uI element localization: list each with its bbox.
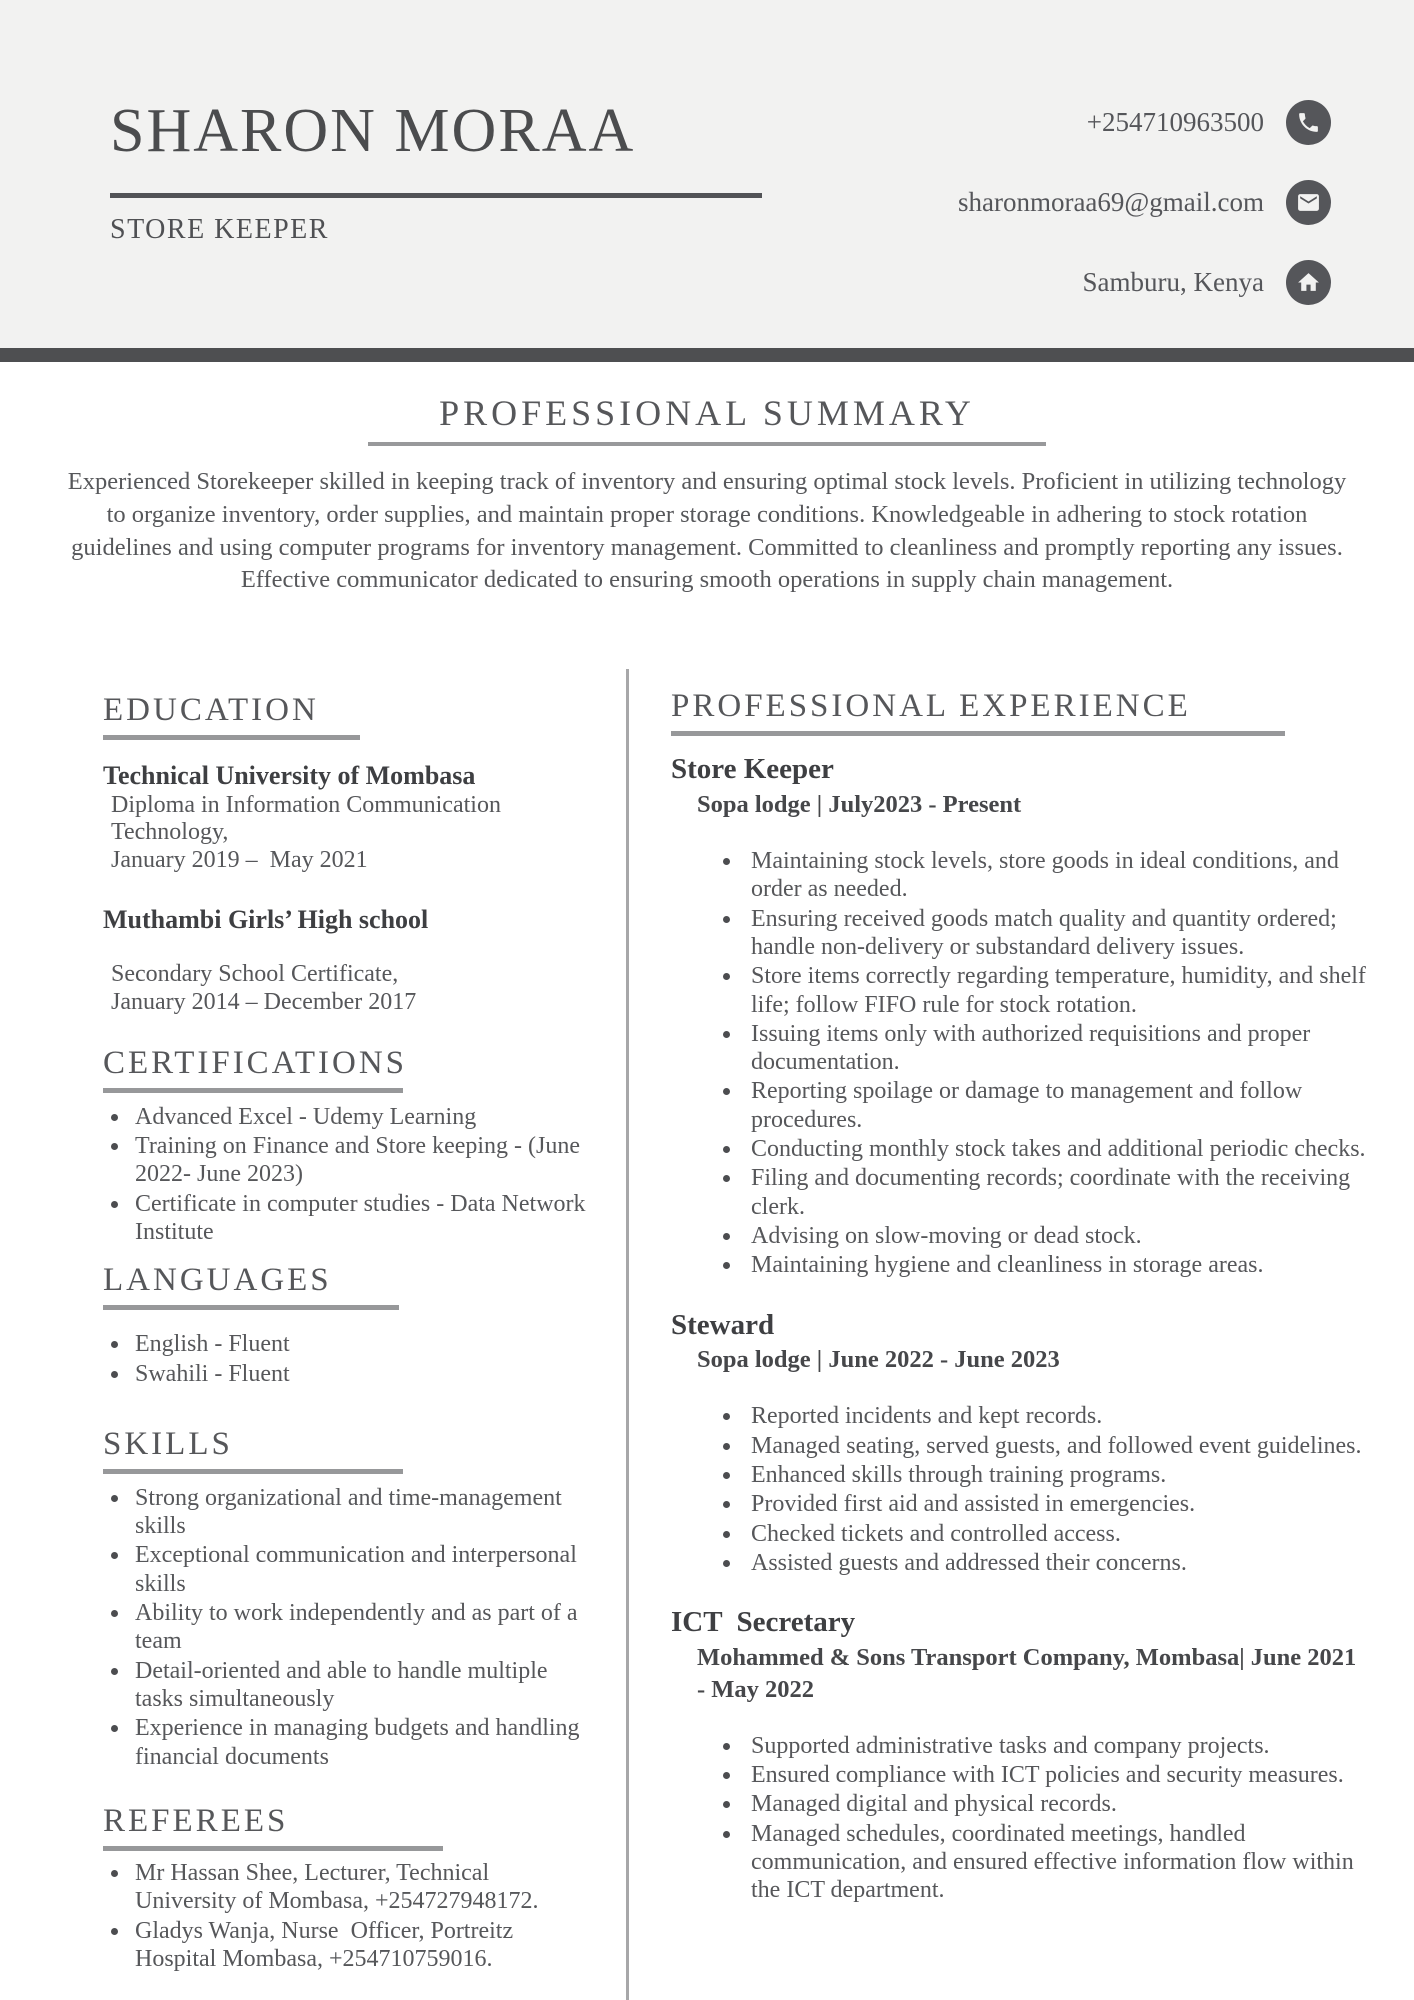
languages-underline <box>103 1305 399 1310</box>
job-meta: Mohammed & Sons Transport Company, Mombasa| June 2021 - May 2022 <box>697 1643 1363 1703</box>
education-underline <box>103 735 360 740</box>
date-line: January 2019 – May 2021 <box>111 846 368 873</box>
list-item: Maintaining hygiene and cleanliness in storage areas. <box>671 1251 1370 1279</box>
list-item: Ensured compliance with ICT policies and security measures. <box>671 1761 1370 1789</box>
job-title: Steward <box>671 1308 775 1341</box>
list-item: Reported incidents and kept records. <box>671 1402 1370 1430</box>
columns <box>0 669 1414 2000</box>
contact-row-phone <box>958 100 1331 145</box>
list-item: Swahili - Fluent <box>103 1360 592 1388</box>
list-item: Issuing items only with authorized requisitions and proper documentation. <box>671 1020 1370 1077</box>
job-entry <box>671 1308 1370 1578</box>
list-item: English - Fluent <box>103 1330 592 1358</box>
languages-heading: LANGUAGES <box>103 1262 332 1299</box>
certifications-heading: CERTIFICATIONS <box>103 1044 408 1081</box>
certifications-list <box>103 1103 592 1247</box>
name-underline <box>110 193 762 198</box>
list-item: Enhanced skills through training programs. <box>671 1461 1370 1489</box>
section-languages <box>103 1264 592 1388</box>
list-item: Assisted guests and addressed their concerns. <box>671 1549 1370 1577</box>
date-line: January 2014 – December 2017 <box>111 989 417 1016</box>
job-bullets <box>671 1732 1370 1905</box>
school-name: Technical University of Mombasa <box>103 761 476 791</box>
list-item: Managed schedules, coordinated meetings, handled communication, and ensured effective information flow within the ICT department. <box>671 1820 1370 1905</box>
header <box>0 0 1414 348</box>
list-item: Maintaining stock levels, store goods in ideal conditions, and order as needed. <box>671 847 1370 904</box>
job-bullets <box>671 847 1370 1280</box>
job-meta: Sopa lodge | July2023 - Present <box>697 791 1022 819</box>
contact-row-email <box>958 180 1331 225</box>
contact-row-location <box>958 260 1331 305</box>
degree-line: Diploma in Information Communication Technology, <box>111 791 507 846</box>
list-item: Managed seating, served guests, and followed event guidelines. <box>671 1432 1370 1460</box>
list-item: Experience in managing budgets and handling financial documents <box>103 1714 592 1771</box>
list-item: Training on Finance and Store keeping - (June 2022- June 2023) <box>103 1132 592 1189</box>
list-item: Ability to work independently and as part of a team <box>103 1599 592 1656</box>
list-item: Conducting monthly stock takes and additional periodic checks. <box>671 1135 1370 1163</box>
list-item: Ensuring received goods match quality and quantity ordered; handle non-delivery or substandard delivery issues. <box>671 905 1370 962</box>
list-item: Mr Hassan Shee, Lecturer, Technical University of Mombasa, +254727948172. <box>103 1859 592 1916</box>
referees-heading: REFEREES <box>103 1802 289 1839</box>
list-item: Advising on slow-moving or dead stock. <box>671 1222 1370 1250</box>
summary-underline <box>368 442 1046 446</box>
skills-list <box>103 1484 592 1771</box>
location-text: Samburu, Kenya <box>1082 267 1264 297</box>
contact-block <box>958 100 1331 340</box>
email-address: sharonmoraa69@gmail.com <box>957 187 1264 217</box>
languages-list <box>103 1330 592 1388</box>
list-item: Checked tickets and controlled access. <box>671 1520 1370 1548</box>
job-title: Store Keeper <box>671 753 834 786</box>
candidate-job-title: STORE KEEPER <box>110 214 329 245</box>
candidate-name: SHARON MORAA <box>110 97 636 165</box>
job-entry <box>671 752 1370 1279</box>
job-meta: Sopa lodge | June 2022 - June 2023 <box>697 1346 1060 1374</box>
phone-number: +254710963500 <box>1086 107 1264 137</box>
section-certifications <box>103 1044 592 1247</box>
list-item: Gladys Wanja, Nurse Officer, Portreitz Hospital Mombasa, +254710759016. <box>103 1917 592 1974</box>
skills-heading: SKILLS <box>103 1425 233 1462</box>
summary-text: Experienced Storekeeper skilled in keeping track of inventory and ensuring optimal stock levels. Proficient in utilizing technology to organize inventory, order supplies, and maintain proper storage conditions. Knowledgeable in adhering to stock rotation guidelines and using computer programs for inventory management. Committed to cleanliness and promptly reporting any issues. Effective communicator dedicated to ensuring smooth operations in supply chain management. <box>67 468 1347 594</box>
summary-heading: PROFESSIONAL SUMMARY <box>439 393 975 433</box>
job-entry <box>671 1605 1370 1904</box>
list-item: Exceptional communication and interpersonal skills <box>103 1541 592 1598</box>
header-divider-bar <box>0 348 1414 362</box>
list-item: Store items correctly regarding temperature, humidity, and shelf life; follow FIFO rule for stock rotation. <box>671 962 1370 1019</box>
list-item: Detail-oriented and able to handle multiple tasks simultaneously <box>103 1657 592 1714</box>
left-column <box>0 669 626 2000</box>
list-item: Strong organizational and time-management skills <box>103 1484 592 1541</box>
experience-underline <box>671 731 1285 736</box>
section-referees <box>103 1802 592 1973</box>
skills-underline <box>103 1469 403 1474</box>
experience-heading: PROFESSIONAL EXPERIENCE <box>671 688 1191 725</box>
job-title: ICT Secretary <box>671 1606 856 1639</box>
school-name: Muthambi Girls’ High school <box>103 905 429 935</box>
section-education <box>103 694 592 1016</box>
list-item: Certificate in computer studies - Data Network Institute <box>103 1190 592 1247</box>
referees-list <box>103 1859 592 1973</box>
job-bullets <box>671 1402 1370 1577</box>
education-entry <box>103 760 592 874</box>
list-item: Filing and documenting records; coordinate with the receiving clerk. <box>671 1164 1370 1221</box>
list-item: Provided first aid and assisted in emergencies. <box>671 1490 1370 1518</box>
phone-icon <box>1286 100 1331 145</box>
education-entry <box>103 904 592 1016</box>
section-skills <box>103 1425 592 1771</box>
list-item: Reporting spoilage or damage to management and follow procedures. <box>671 1077 1370 1134</box>
education-heading: EDUCATION <box>103 692 319 729</box>
certifications-underline <box>103 1088 403 1093</box>
list-item: Supported administrative tasks and company projects. <box>671 1732 1370 1760</box>
degree-line: Secondary School Certificate, <box>111 961 399 988</box>
list-item: Advanced Excel - Udemy Learning <box>103 1103 592 1131</box>
referees-underline <box>103 1846 443 1851</box>
right-column <box>629 669 1414 2000</box>
list-item: Managed digital and physical records. <box>671 1790 1370 1818</box>
home-icon <box>1286 260 1331 305</box>
email-icon <box>1286 180 1331 225</box>
